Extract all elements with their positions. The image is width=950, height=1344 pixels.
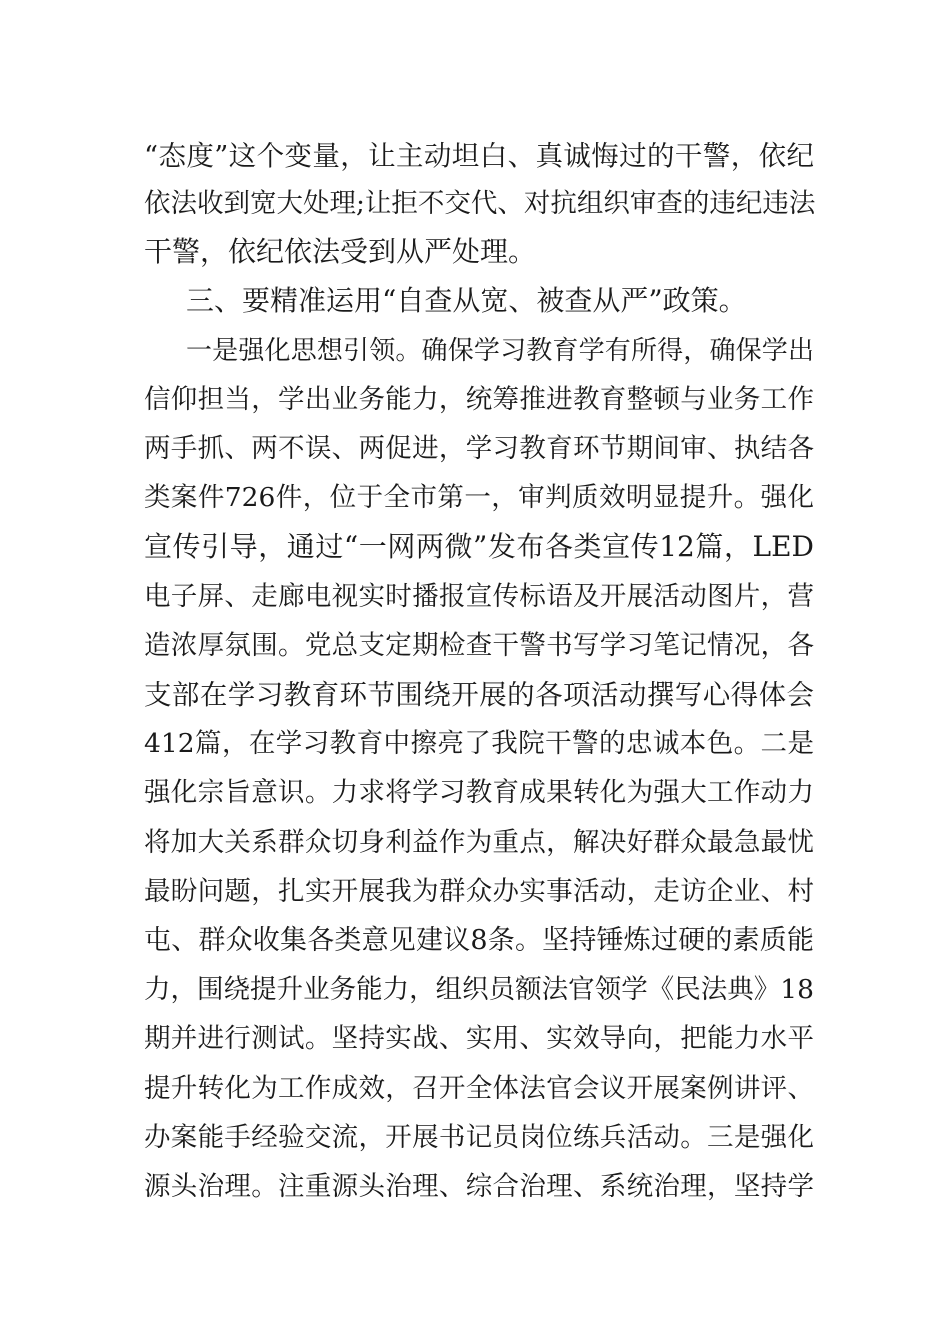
text-line-3: 干警，依纪依法受到从严处理。 — [144, 235, 537, 268]
text-line-13: 412篇，在学习教育中擦亮了我院干警的忠诚本色。二是 — [144, 728, 814, 759]
text-line-20: 提升转化为工作成效，召开全体法官会议开展案例讲评、 — [144, 1073, 814, 1104]
text-line-9: 宣传引导，通过“一网两微”发布各类宣传12篇，LED — [144, 530, 814, 563]
text-line-17: 屯、群众收集各类意见建议8条。坚持锤炼过硬的素质能 — [144, 925, 814, 956]
text-line-2: 依法收到宽大处理;让拒不交代、对抗组织审查的违纪违法 — [144, 188, 816, 219]
text-line-18: 力，围绕提升业务能力，组织员额法官领学《民法典》18 — [144, 974, 814, 1005]
text-line-21: 办案能手经验交流，开展书记员岗位练兵活动。三是强化 — [144, 1122, 814, 1153]
text-line-1: “态度”这个变量，让主动坦白、真诚悔过的干警，依纪 — [144, 140, 814, 172]
text-line-19: 期并进行测试。坚持实战、实用、实效导向，把能力水平 — [144, 1023, 814, 1054]
text-line-22: 源头治理。注重源头治理、综合治理、系统治理，坚持学 — [144, 1171, 814, 1202]
text-line-12: 支部在学习教育环节围绕开展的各项活动撰写心得体会 — [144, 679, 814, 711]
text-line-6: 信仰担当，学出业务能力，统筹推进教育整顿与业务工作 — [144, 384, 814, 415]
text-line-15: 将加大关系群众切身利益作为重点，解决好群众最急最忧 — [144, 827, 814, 858]
text-line-7: 两手抓、两不误、两促进，学习教育环节期间审、执结各 — [144, 433, 814, 464]
text-line-11: 造浓厚氛围。党总支定期检查干警书写学习笔记情况，各 — [144, 630, 814, 661]
text-line-8: 类案件726件，位于全市第一，审判质效明显提升。强化 — [144, 482, 814, 513]
text-line-10: 电子屏、走廊电视实时播报宣传标语及开展活动图片，营 — [144, 581, 814, 612]
text-line-16: 最盼问题，扎实开展我为群众办实事活动，走访企业、村 — [144, 876, 814, 907]
text-line-14: 强化宗旨意识。力求将学习教育成果转化为强大工作动力 — [144, 777, 814, 808]
section-heading: 三、要精准运用“自查从宽、被查从严”政策。 — [186, 284, 747, 317]
text-line-5: 一是强化思想引领。确保学习教育学有所得，确保学出 — [186, 336, 814, 366]
